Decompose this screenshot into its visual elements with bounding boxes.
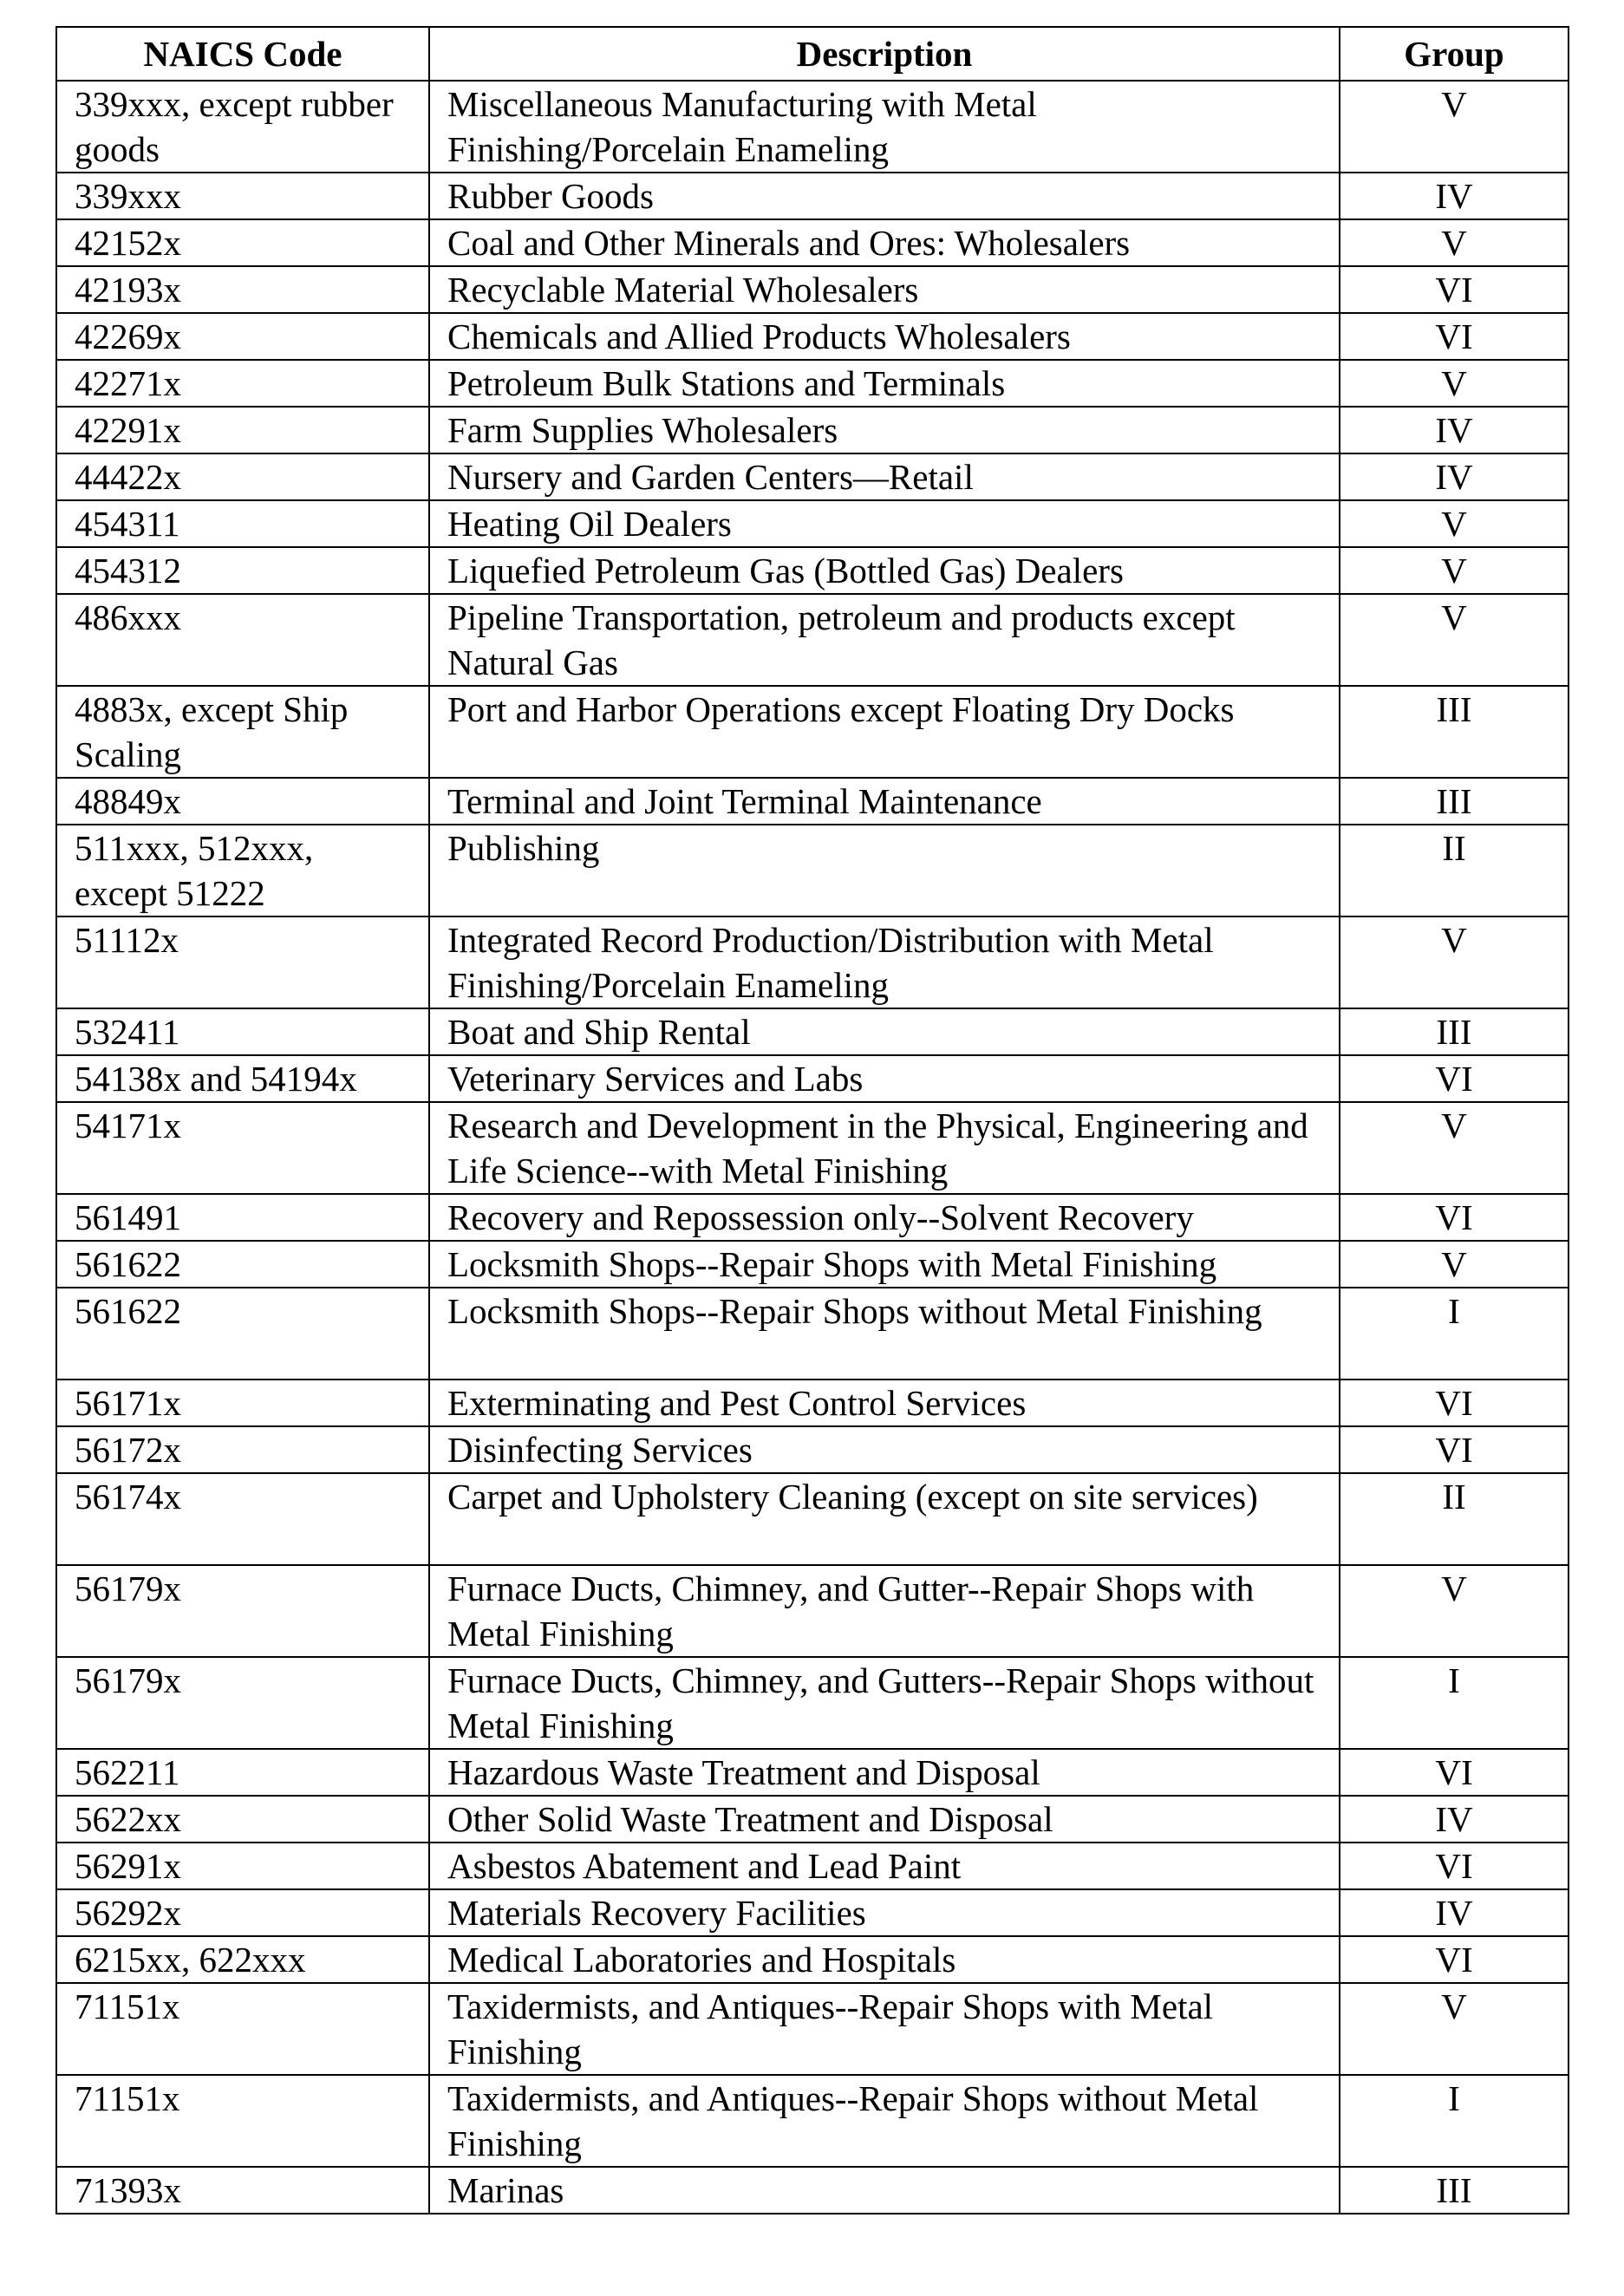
table-row [56,453,1569,500]
header-naics-code: NAICS Code [56,27,429,81]
cell-naics-code: 561491 [56,1194,429,1241]
cell-description: Disinfecting Services [429,1426,1340,1473]
cell-group: V [1340,1102,1569,1194]
cell-naics-code: 42291x [56,407,429,453]
cell-description: Furnace Ducts, Chimney, and Gutters--Repair Shops without Metal Finishing [429,1657,1340,1749]
cell-description: Recovery and Repossession only--Solvent Recovery [429,1194,1340,1241]
cell-group: VI [1340,1843,1569,1889]
cell-description: Liquefied Petroleum Gas (Bottled Gas) Dealers [429,547,1340,594]
cell-description: Farm Supplies Wholesalers [429,407,1340,453]
cell-description: Other Solid Waste Treatment and Disposal [429,1796,1340,1843]
cell-group: V [1340,81,1569,173]
table-row [56,313,1569,360]
cell-naics-code: 511xxx, 512xxx, except 51222 [56,825,429,916]
cell-naics-code: 42152x [56,219,429,266]
table-body [56,81,1569,2214]
cell-group: I [1340,1657,1569,1749]
table-row [56,1426,1569,1473]
table-row [56,1843,1569,1889]
cell-group: III [1340,778,1569,825]
cell-naics-code: 454312 [56,547,429,594]
header-description: Description [429,27,1340,81]
cell-naics-code: 56291x [56,1843,429,1889]
table-row [56,1749,1569,1796]
cell-naics-code: 562211 [56,1749,429,1796]
table-row [56,81,1569,173]
cell-description: Asbestos Abatement and Lead Paint [429,1843,1340,1889]
cell-description: Locksmith Shops--Repair Shops with Metal Finishing [429,1241,1340,1288]
cell-group: VI [1340,1426,1569,1473]
table-row [56,1288,1569,1380]
table-row [56,360,1569,407]
cell-naics-code: 486xxx [56,594,429,686]
cell-naics-code: 532411 [56,1008,429,1055]
table-row [56,2075,1569,2167]
table-row [56,173,1569,219]
cell-naics-code: 4883x, except Ship Scaling [56,686,429,778]
table-row [56,1194,1569,1241]
cell-group: IV [1340,407,1569,453]
cell-group: VI [1340,1055,1569,1102]
cell-group: V [1340,1983,1569,2075]
naics-group-table [55,26,1569,2214]
cell-description: Publishing [429,825,1340,916]
cell-naics-code: 71393x [56,2167,429,2214]
cell-group: I [1340,1288,1569,1380]
table-row [56,1796,1569,1843]
table-row [56,1055,1569,1102]
cell-description: Miscellaneous Manufacturing with Metal Finishing/Porcelain Enameling [429,81,1340,173]
cell-description: Veterinary Services and Labs [429,1055,1340,1102]
table-row [56,1380,1569,1426]
cell-description: Exterminating and Pest Control Services [429,1380,1340,1426]
cell-naics-code: 56292x [56,1889,429,1936]
cell-group: VI [1340,266,1569,313]
cell-naics-code: 5622xx [56,1796,429,1843]
cell-group: III [1340,2167,1569,2214]
cell-description: Nursery and Garden Centers—Retail [429,453,1340,500]
cell-naics-code: 54171x [56,1102,429,1194]
cell-group: V [1340,360,1569,407]
cell-group: VI [1340,1749,1569,1796]
cell-group: II [1340,825,1569,916]
table-row [56,1983,1569,2075]
table-row [56,594,1569,686]
table-row [56,1008,1569,1055]
cell-naics-code: 71151x [56,1983,429,2075]
cell-naics-code: 42193x [56,266,429,313]
cell-description: Coal and Other Minerals and Ores: Wholesalers [429,219,1340,266]
table-row [56,2167,1569,2214]
cell-naics-code: 51112x [56,916,429,1008]
cell-group: III [1340,1008,1569,1055]
cell-naics-code: 54138x and 54194x [56,1055,429,1102]
table-row [56,219,1569,266]
cell-naics-code: 56172x [56,1426,429,1473]
cell-naics-code: 42269x [56,313,429,360]
header-group: Group [1340,27,1569,81]
table-row [56,1657,1569,1749]
cell-description: Research and Development in the Physical, Engineering and Life Science--with Metal Finishing [429,1102,1340,1194]
cell-group: VI [1340,1936,1569,1983]
cell-naics-code: 56179x [56,1657,429,1749]
cell-description: Recyclable Material Wholesalers [429,266,1340,313]
cell-description: Locksmith Shops--Repair Shops without Metal Finishing [429,1288,1340,1380]
cell-group: V [1340,594,1569,686]
cell-description: Chemicals and Allied Products Wholesalers [429,313,1340,360]
table-row [56,500,1569,547]
cell-description: Rubber Goods [429,173,1340,219]
cell-group: V [1340,219,1569,266]
cell-naics-code: 339xxx, except rubber goods [56,81,429,173]
table-row [56,825,1569,916]
table-row [56,1936,1569,1983]
cell-group: II [1340,1473,1569,1565]
table-row [56,1889,1569,1936]
cell-naics-code: 42271x [56,360,429,407]
table-row [56,1565,1569,1657]
cell-naics-code: 561622 [56,1288,429,1380]
cell-group: IV [1340,1796,1569,1843]
cell-description: Materials Recovery Facilities [429,1889,1340,1936]
cell-naics-code: 339xxx [56,173,429,219]
cell-group: V [1340,1241,1569,1288]
cell-description: Heating Oil Dealers [429,500,1340,547]
cell-naics-code: 454311 [56,500,429,547]
cell-group: I [1340,2075,1569,2167]
cell-naics-code: 56179x [56,1565,429,1657]
cell-naics-code: 56171x [56,1380,429,1426]
table-row [56,916,1569,1008]
table-row [56,407,1569,453]
cell-group: VI [1340,313,1569,360]
cell-description: Taxidermists, and Antiques--Repair Shops with Metal Finishing [429,1983,1340,2075]
cell-description: Terminal and Joint Terminal Maintenance [429,778,1340,825]
table-row [56,778,1569,825]
cell-group: IV [1340,1889,1569,1936]
cell-description: Boat and Ship Rental [429,1008,1340,1055]
cell-group: VI [1340,1194,1569,1241]
cell-description: Medical Laboratories and Hospitals [429,1936,1340,1983]
table-row [56,266,1569,313]
table-row [56,686,1569,778]
cell-description: Furnace Ducts, Chimney, and Gutter--Repair Shops with Metal Finishing [429,1565,1340,1657]
cell-description: Petroleum Bulk Stations and Terminals [429,360,1340,407]
cell-description: Port and Harbor Operations except Floating Dry Docks [429,686,1340,778]
cell-group: V [1340,547,1569,594]
cell-description: Integrated Record Production/Distribution with Metal Finishing/Porcelain Enameling [429,916,1340,1008]
cell-naics-code: 6215xx, 622xxx [56,1936,429,1983]
cell-naics-code: 561622 [56,1241,429,1288]
table-header-row [56,27,1569,81]
table-row [56,547,1569,594]
cell-naics-code: 71151x [56,2075,429,2167]
cell-group: IV [1340,173,1569,219]
table-row [56,1102,1569,1194]
cell-group: VI [1340,1380,1569,1426]
cell-naics-code: 44422x [56,453,429,500]
cell-naics-code: 56174x [56,1473,429,1565]
cell-group: III [1340,686,1569,778]
cell-description: Marinas [429,2167,1340,2214]
table-row [56,1473,1569,1565]
cell-description: Pipeline Transportation, petroleum and products except Natural Gas [429,594,1340,686]
table-row [56,1241,1569,1288]
cell-group: IV [1340,453,1569,500]
cell-group: V [1340,1565,1569,1657]
cell-naics-code: 48849x [56,778,429,825]
cell-group: V [1340,500,1569,547]
cell-group: V [1340,916,1569,1008]
cell-description: Hazardous Waste Treatment and Disposal [429,1749,1340,1796]
cell-description: Carpet and Upholstery Cleaning (except on site services) [429,1473,1340,1565]
cell-description: Taxidermists, and Antiques--Repair Shops without Metal Finishing [429,2075,1340,2167]
